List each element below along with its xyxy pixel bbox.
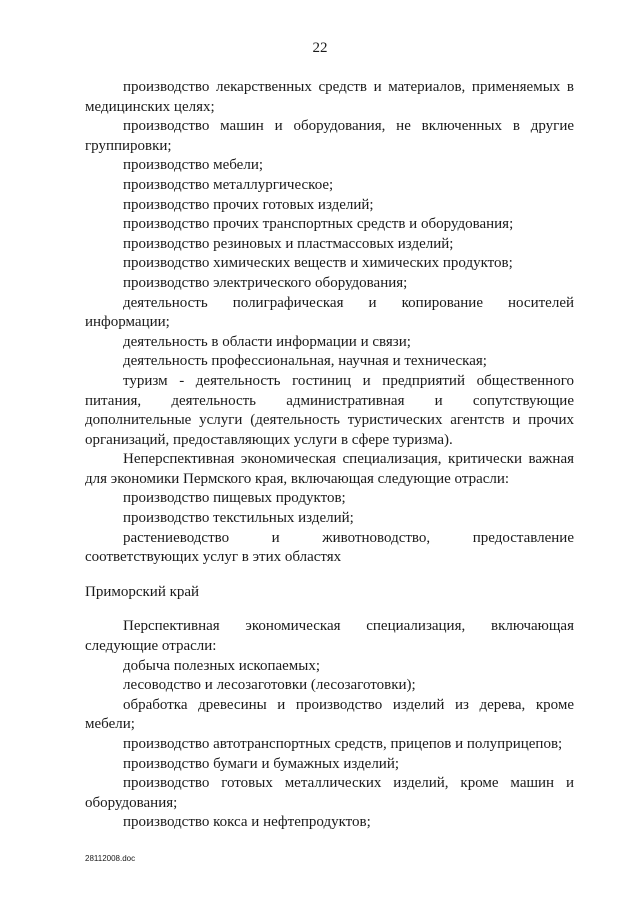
paragraph: производство готовых металлических изделий, кроме машин и оборудования; — [85, 775, 574, 811]
paragraph: производство металлургическое; — [123, 176, 334, 193]
paragraph: производство электрического оборудования; — [123, 274, 408, 291]
paragraph: растениеводство и животноводство, предоставление соответствующих услуг в этих областях — [85, 529, 574, 566]
section-heading: Приморский край — [85, 583, 200, 600]
paragraph: производство бумаги и бумажных изделий; — [123, 755, 400, 772]
paragraph: Неперспективная экономическая специализация, критически важная для экономики Пермского края, включающая следующие отрасли: — [85, 451, 574, 487]
paragraph: обработка древесины и производство изделий из дерева, кроме мебели; — [85, 696, 574, 733]
paragraph: производство пищевых продуктов; — [123, 490, 346, 507]
paragraph: производство машин и оборудования, не включенных в другие группировки; — [85, 118, 574, 154]
page-number: 22 — [312, 40, 328, 56]
paragraph: производство химических веществ и химических продуктов; — [123, 255, 513, 272]
paragraph: производство прочих транспортных средств и оборудования; — [123, 216, 514, 233]
paragraph: производство мебели; — [123, 157, 264, 174]
paragraph: производство автотранспортных средств, прицепов и полуприцепов; — [123, 736, 563, 752]
paragraph: производство прочих готовых изделий; — [123, 196, 374, 213]
paragraph: деятельность полиграфическая и копирование носителей информации; — [85, 294, 574, 331]
paragraph: деятельность в области информации и связи; — [123, 333, 411, 350]
paragraph: производство лекарственных средств и материалов, применяемых в медицинских целях; — [85, 79, 574, 115]
paragraph: добыча полезных ископаемых; — [123, 657, 321, 674]
paragraph: туризм - деятельность гостиниц и предприятий общественного питания, деятельность административная и сопутствующие дополнительные услуги (деятельность туристических агентств и прочих организаций, предоставляющих услуги в сфере туризма). — [85, 372, 574, 448]
paragraph: производство резиновых и пластмассовых изделий; — [123, 235, 454, 252]
document-body — [85, 78, 574, 833]
paragraph: производство текстильных изделий; — [123, 510, 354, 527]
paragraph: производство кокса и нефтепродуктов; — [123, 814, 371, 831]
paragraph: Перспективная экономическая специализация, включающая следующие отрасли: — [85, 618, 574, 655]
paragraph: деятельность профессиональная, научная и техническая; — [123, 353, 487, 370]
footer-filename: 28112008.doc — [85, 854, 136, 863]
paragraph: лесоводство и лесозаготовки (лесозаготовки); — [123, 677, 416, 694]
